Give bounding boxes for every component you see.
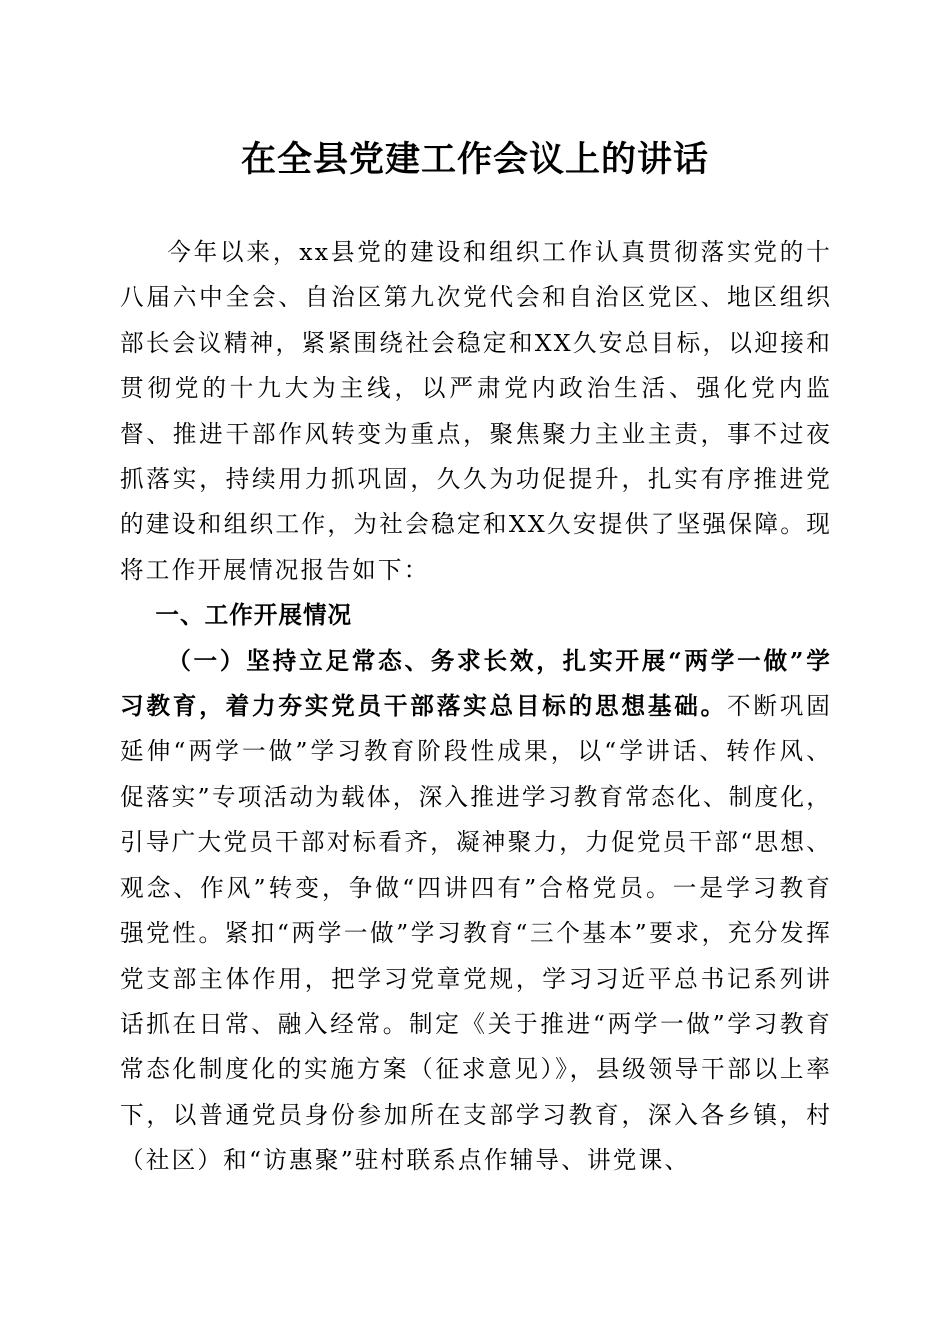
- intro-paragraph: 今年以来，xx县党的建设和组织工作认真贯彻落实党的十八届六中全会、自治区第九次党代会和自治区党区、地区组织部长会议精神，紧紧围绕社会稳定和XX久安总目标，以迎接和贯彻党的十九大为主线，以严肃党内政治生活、强化党内监督、推进干部作风转变为重点，聚焦聚力主业主责，事不过夜抓落实，持续用力抓巩固，久久为功促提升，扎实有序推进党的建设和组织工作，为社会稳定和XX久安提供了坚强保障。现将工作开展情况报告如下：: [120, 238, 832, 584]
- document-title: 在全县党建工作会议上的讲话: [240, 139, 709, 180]
- subsection-paragraph: [120, 639, 832, 1184]
- document-body: [120, 230, 832, 1184]
- subsection-body: 不断巩固延伸“两学一做”学习教育阶段性成果，以“学讲话、转作风、促落实”专项活动为载体，深入推进学习教育常态化、制度化，引导广大党员干部对标看齐，凝神聚力，力促党员干部“思想、观念、作风”转变，争做“四讲四有”合格党员。一是学习教育强党性。紧扣“两学一做”学习教育“三个基本”要求，充分发挥党支部主体作用，把学习党章党规，学习习近平总书记系列讲话抓在日常、融入经常。制定《关于推进“两学一做”学习教育常态化制度化的实施方案（征求意见）》，县级领导干部以上率下，以普通党员身份参加所在支部学习教育，深入各乡镇，村（社区）和“访惠聚”驻村联系点作辅导、讲党课、: [120, 692, 832, 1175]
- section-heading: 一、工作开展情况: [155, 601, 353, 630]
- subsection-lead: （一）坚持立足常态、务求长效，扎实开展“两学一做”学习教育，着力夯实党员干部落实总目标的思想基础。: [120, 646, 832, 721]
